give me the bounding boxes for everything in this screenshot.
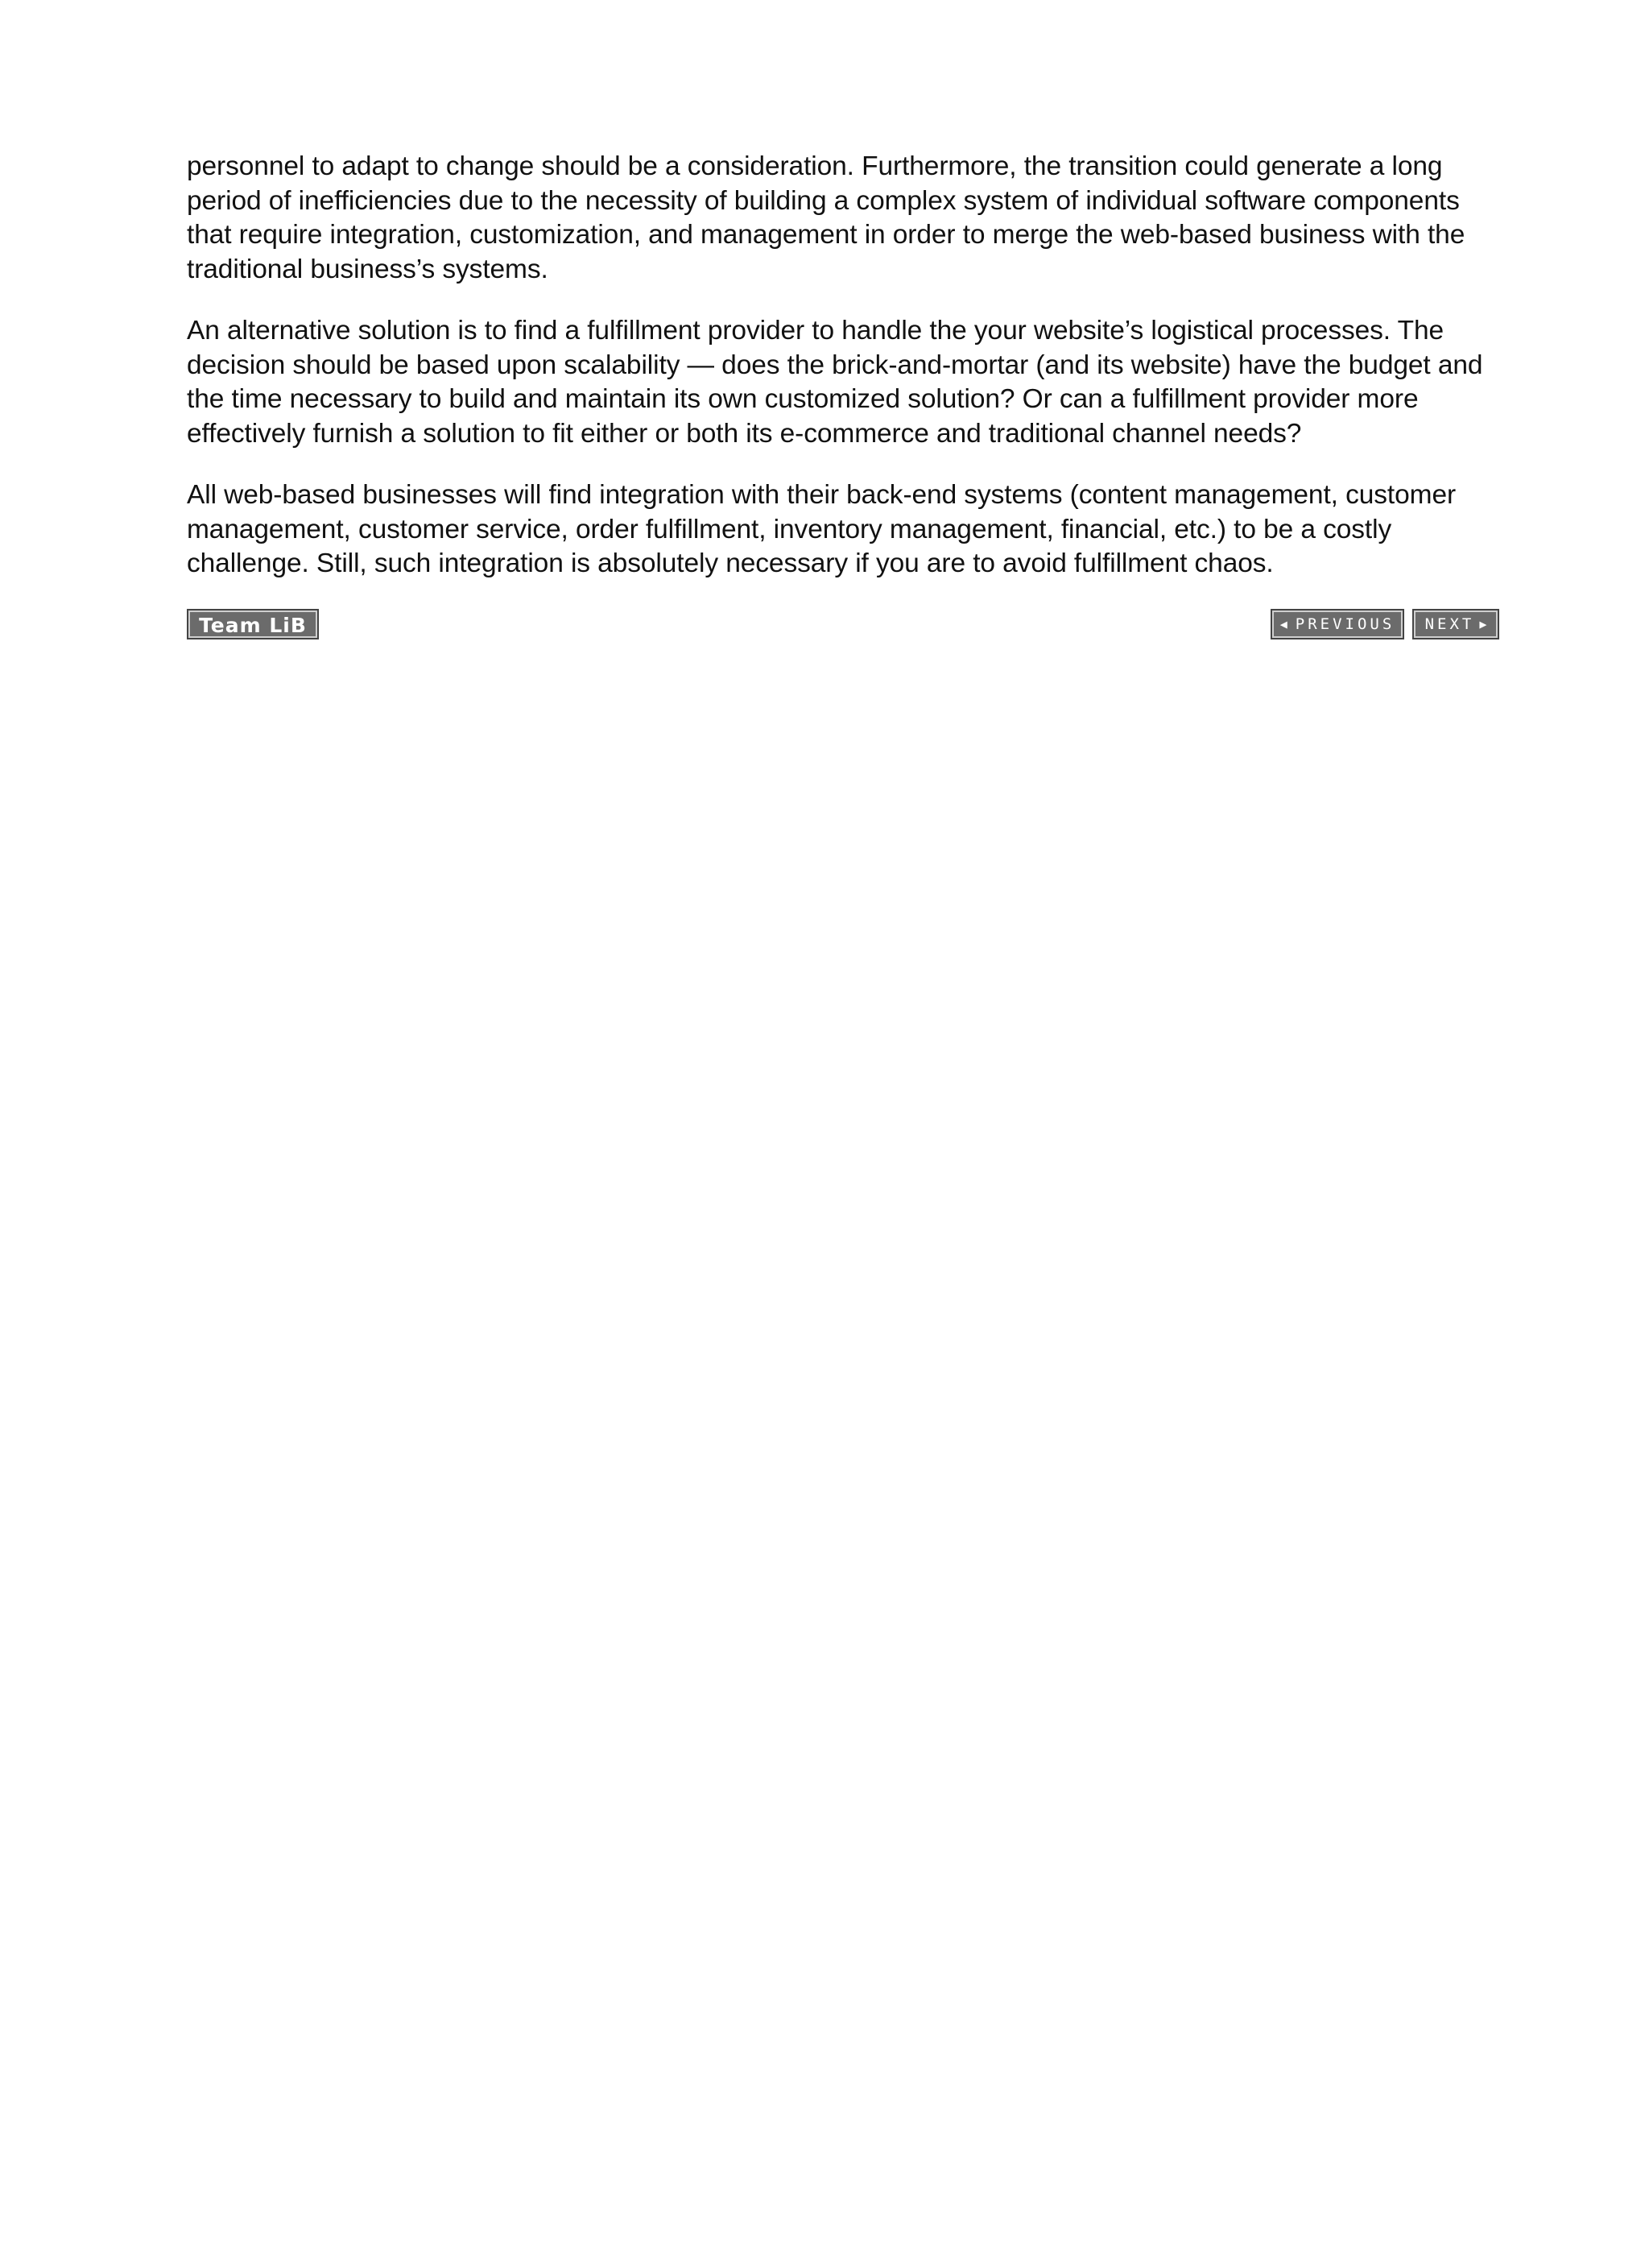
next-label: NEXT — [1424, 615, 1475, 633]
left-triangle-icon: ◀ — [1279, 616, 1287, 631]
paragraph-1: personnel to adapt to change should be a consideration. Furthermore, the transition could generate a long period of inefficiencies due to the necessity of building a complex system of individual software components that require integration, customization, and management in order to merge the web-based business with the traditional business’s systems. — [187, 151, 1465, 284]
right-triangle-icon: ▶ — [1479, 616, 1487, 631]
footer-navigation — [187, 609, 1499, 644]
team-lib-logo: Team LiB — [187, 609, 319, 639]
page-nav-buttons — [1271, 609, 1499, 639]
next-button[interactable] — [1412, 609, 1499, 639]
paragraph-2: An alternative solution is to find a fulfillment provider to handle the your website’s logistical processes. The decision should be based upon scalability — does the brick-and-mortar (and its website) have the budget and the time necessary to build and maintain its own customized solution? Or can a fulfillment provider more effectively furnish a solution to fit either or both its e-commerce and traditional channel needs? — [187, 316, 1483, 449]
paragraph-3: All web-based businesses will find integration with their back-end systems (content management, customer management, customer service, order fulfillment, inventory management, financial, etc.) to be a costly challenge. Still, such integration is absolutely necessary if you are to avoid fulfillment chaos. — [187, 480, 1457, 578]
previous-button[interactable] — [1271, 609, 1404, 639]
previous-label: PREVIOUS — [1295, 615, 1395, 633]
document-page — [187, 150, 1499, 644]
